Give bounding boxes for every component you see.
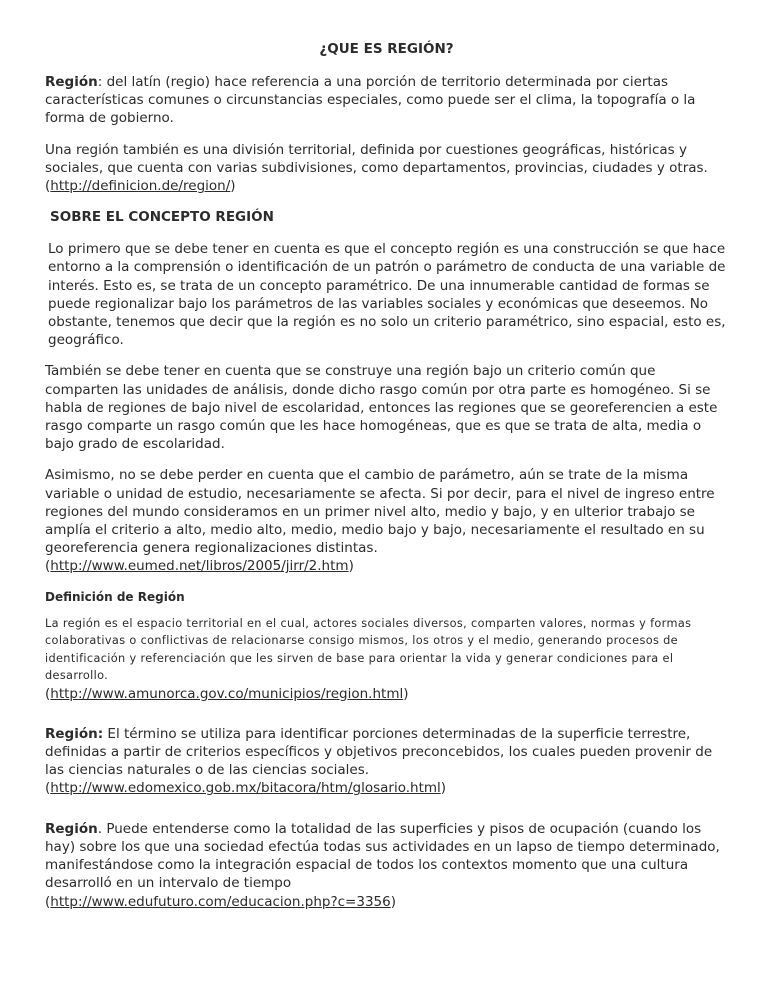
paren: )	[348, 558, 354, 575]
paren: (	[45, 893, 51, 910]
paragraph-common-criterion: También se debe tener en cuenta que se construye una región bajo un criterio común que comparten las unidades de análisis, donde dicho rasgo común por otra parte es homogéneo. Si se habla de regiones de bajo nivel de escolaridad, entonces las regiones que se georeferencien a este rasgo comparte un rasgo común que les hace homogéneas, que es que se trata de alta, media o bajo grado de escolaridad.	[45, 363, 718, 453]
term-region: Región	[45, 74, 98, 90]
paren: (	[45, 780, 51, 797]
paren: )	[440, 780, 447, 797]
paragraph-territorial-space: La región es el espacio territorial en el cual, actores sociales diversos, comparten valores, normas y formas colaborativas o conflictivas de relacionarse consigo mismos, los otros y el medio, generando procesos de identificación y referenciación que les sirven de base para orientar la vida y generar condiciones para el desarrollo.	[45, 616, 692, 683]
paragraph-region-definition	[45, 73, 728, 128]
paren: )	[390, 893, 396, 910]
paragraph-text: El término se utiliza para identificar porciones determinadas de la superficie terrestre, definidas a partir de criterios específicos y objetivos preconcebidos, los cuales pueden provenir de las ciencias naturales o de las ciencias sociales.	[45, 725, 713, 779]
paragraph-text: Una región también es una división territorial, definida por cuestiones geográficas, históricas y sociales, que cuenta con varias subdivisiones, como departamentos, provincias, ciudades y otras.	[45, 141, 708, 176]
paren: )	[403, 685, 409, 702]
paragraph-surface-portions	[45, 725, 728, 798]
paragraph-concept: Lo primero que se debe tener en cuenta es que el concepto región es una construcción se que hace entorno a la comprensión o identificación de un patrón o parámetro de conducta de una variable de interés. Esto es, se trata de un concepto paramétrico. De una innumerable cantidad de formas se puede regionalizar bajo los parámetros de las variables sociales y económicas que deseemos. No obstante, tenemos que decir que la región es no solo un criterio paramétrico, sino espacial, esto es, geográfico.	[48, 241, 726, 349]
paragraph-parameter-change	[45, 466, 728, 575]
source-link-edomexico[interactable]: http://www.edomexico.gob.mx/bitacora/htm/glosario.html	[50, 780, 441, 797]
paren: (	[45, 558, 51, 575]
term-region: Región	[45, 820, 98, 837]
paragraph-occupation-surfaces	[45, 820, 728, 911]
paren: (	[45, 178, 51, 195]
paren: (	[45, 685, 51, 702]
source-line-amunorca	[45, 685, 728, 703]
source-link-definicion[interactable]: http://definicion.de/region/	[50, 178, 231, 195]
source-link-edufuturo[interactable]: http://www.edufuturo.com/educacion.php?c=3356	[50, 893, 391, 910]
paren: )	[230, 178, 236, 195]
paragraph-territorial-division	[45, 141, 728, 196]
source-link-amunorca[interactable]: http://www.amunorca.gov.co/municipios/region.html	[50, 685, 404, 702]
page-title: ¿QUE ES REGIÓN?	[319, 41, 454, 57]
paragraph-text: Asimismo, no se debe perder en cuenta que el cambio de parámetro, aún se trate de la misma variable o unidad de estudio, necesariamente se afecta. Si por decir, para el nivel de ingreso entre regiones del mundo consideramos en un primer nivel alto, medio y bajo, y en ulterior trabajo se amplía el criterio a alto, medio alto, medio, medio bajo y bajo, necesariamente el resultado en su georeferencia genera regionalizaciones distintas.	[45, 467, 715, 557]
paragraph-text: : del latín (regio) hace referencia a una porción de territorio determinada por ciertas características comunes o circunstancias especiales, como puede ser el clima, la topografía o la forma de gobierno.	[45, 74, 696, 127]
source-link-eumed[interactable]: http://www.eumed.net/libros/2005/jirr/2.htm	[50, 558, 349, 575]
paragraph-text: . Puede entenderse como la totalidad de las superficies y pisos de ocupación (cuando los hay) sobre los que una sociedad efectúa todas sus actividades en un lapso de tiempo determinado, manifestándose como la integración espacial de todos los contextos momento que una cultura desarrolló en un intervalo de tiempo	[45, 820, 720, 892]
term-region: Región:	[45, 725, 104, 742]
section-heading-concepto: SOBRE EL CONCEPTO REGIÓN	[50, 209, 274, 226]
section-heading-definicion: Definición de Región	[45, 589, 185, 604]
